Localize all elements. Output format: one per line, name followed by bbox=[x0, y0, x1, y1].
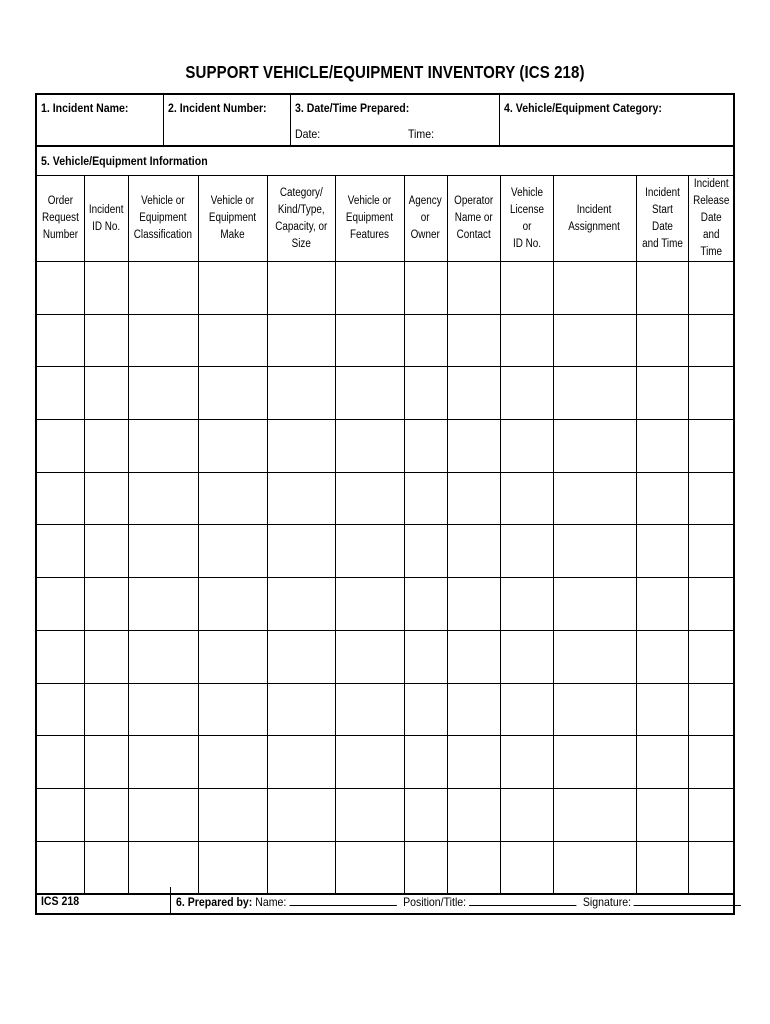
table-cell[interactable] bbox=[128, 841, 198, 894]
table-cell[interactable] bbox=[335, 525, 404, 578]
table-cell[interactable] bbox=[267, 262, 335, 315]
date-label: Date: bbox=[295, 127, 321, 141]
table-cell[interactable] bbox=[553, 736, 636, 789]
table-cell[interactable] bbox=[84, 314, 128, 367]
col-start-date: Incident Start Date and Time bbox=[636, 176, 688, 262]
table-cell[interactable] bbox=[84, 841, 128, 894]
datetime-prepared-label: 3. Date/Time Prepared: bbox=[295, 101, 410, 115]
table-cell[interactable] bbox=[37, 788, 84, 841]
table-row bbox=[37, 841, 733, 894]
table-cell[interactable] bbox=[198, 736, 267, 789]
table-cell[interactable] bbox=[553, 314, 636, 367]
table-cell[interactable] bbox=[335, 314, 404, 367]
table-cell[interactable] bbox=[128, 683, 198, 736]
table-cell[interactable] bbox=[447, 367, 500, 420]
position-title-field[interactable] bbox=[469, 894, 576, 906]
table-cell[interactable] bbox=[335, 683, 404, 736]
table-cell[interactable] bbox=[335, 472, 404, 525]
table-cell[interactable] bbox=[128, 525, 198, 578]
table-cell[interactable] bbox=[198, 841, 267, 894]
form-id: ICS 218 bbox=[41, 894, 80, 908]
table-cell[interactable] bbox=[128, 630, 198, 683]
table-cell[interactable] bbox=[404, 788, 447, 841]
prepared-by-cell bbox=[171, 887, 733, 913]
table-cell[interactable] bbox=[553, 525, 636, 578]
col-category-kind-type: Category/ Kind/Type, Capacity, or Size bbox=[267, 176, 335, 262]
col-make: Vehicle or Equipment Make bbox=[198, 176, 267, 262]
table-cell[interactable] bbox=[37, 314, 84, 367]
table-cell[interactable] bbox=[335, 630, 404, 683]
table-cell[interactable] bbox=[404, 525, 447, 578]
table-row bbox=[37, 262, 733, 315]
table-cell[interactable] bbox=[84, 367, 128, 420]
table-cell[interactable] bbox=[447, 262, 500, 315]
table-cell[interactable] bbox=[128, 736, 198, 789]
table-cell[interactable] bbox=[335, 841, 404, 894]
form-id-cell bbox=[37, 887, 171, 913]
col-operator: Operator Name or Contact bbox=[447, 176, 500, 262]
table-cell[interactable] bbox=[335, 367, 404, 420]
table-cell[interactable] bbox=[553, 420, 636, 473]
table-cell[interactable] bbox=[553, 262, 636, 315]
table-cell[interactable] bbox=[267, 578, 335, 631]
table-cell[interactable] bbox=[500, 736, 553, 789]
table-cell[interactable] bbox=[128, 262, 198, 315]
incident-name-label: 1. Incident Name: bbox=[41, 101, 129, 115]
incident-number-field[interactable] bbox=[164, 95, 291, 147]
table-cell[interactable] bbox=[688, 314, 733, 367]
table-cell[interactable] bbox=[267, 683, 335, 736]
table-cell[interactable] bbox=[636, 420, 688, 473]
table-cell[interactable] bbox=[636, 736, 688, 789]
table-cell[interactable] bbox=[37, 525, 84, 578]
table-cell[interactable] bbox=[636, 788, 688, 841]
table-cell[interactable] bbox=[267, 472, 335, 525]
datetime-prepared-field[interactable] bbox=[291, 95, 500, 147]
position-title-label: Position/Title: bbox=[403, 895, 467, 909]
table-cell[interactable] bbox=[198, 472, 267, 525]
table-cell[interactable] bbox=[447, 630, 500, 683]
table-cell[interactable] bbox=[404, 736, 447, 789]
table-cell[interactable] bbox=[128, 420, 198, 473]
table-cell[interactable] bbox=[404, 841, 447, 894]
col-license: Vehicle License or ID No. bbox=[500, 176, 553, 262]
table-row bbox=[37, 525, 733, 578]
incident-name-field[interactable] bbox=[37, 95, 164, 147]
table-cell[interactable] bbox=[267, 788, 335, 841]
table-cell[interactable] bbox=[404, 578, 447, 631]
table-cell[interactable] bbox=[267, 314, 335, 367]
table-cell[interactable] bbox=[404, 420, 447, 473]
table-cell[interactable] bbox=[84, 420, 128, 473]
table-cell[interactable] bbox=[636, 262, 688, 315]
table-row bbox=[37, 367, 733, 420]
table-cell[interactable] bbox=[198, 683, 267, 736]
table-cell[interactable] bbox=[636, 578, 688, 631]
table-cell[interactable] bbox=[553, 472, 636, 525]
table-cell[interactable] bbox=[267, 367, 335, 420]
table-cell[interactable] bbox=[500, 841, 553, 894]
col-assignment: Incident Assignment bbox=[553, 176, 636, 262]
col-incident-id: Incident ID No. bbox=[84, 176, 128, 262]
incident-number-label: 2. Incident Number: bbox=[168, 101, 267, 115]
table-cell[interactable] bbox=[198, 630, 267, 683]
section5-header bbox=[37, 147, 733, 176]
prepared-by-label: 6. Prepared by: bbox=[176, 895, 253, 909]
table-cell[interactable] bbox=[688, 841, 733, 894]
table-cell[interactable] bbox=[37, 841, 84, 894]
table-cell[interactable] bbox=[447, 736, 500, 789]
table-cell[interactable] bbox=[128, 788, 198, 841]
table-cell[interactable] bbox=[500, 630, 553, 683]
table-cell[interactable] bbox=[404, 262, 447, 315]
form-title: SUPPORT VEHICLE/EQUIPMENT INVENTORY (ICS 218) bbox=[185, 62, 585, 82]
table-cell[interactable] bbox=[500, 788, 553, 841]
table-cell[interactable] bbox=[447, 314, 500, 367]
table-cell[interactable] bbox=[267, 420, 335, 473]
table-row bbox=[37, 788, 733, 841]
table-cell[interactable] bbox=[37, 683, 84, 736]
name-label: Name: bbox=[255, 895, 287, 909]
table-cell[interactable] bbox=[500, 683, 553, 736]
table-row bbox=[37, 630, 733, 683]
table-cell[interactable] bbox=[404, 472, 447, 525]
table-cell[interactable] bbox=[553, 841, 636, 894]
table-cell[interactable] bbox=[404, 314, 447, 367]
table-cell[interactable] bbox=[688, 578, 733, 631]
table-cell[interactable] bbox=[84, 630, 128, 683]
table-cell[interactable] bbox=[688, 788, 733, 841]
table-cell[interactable] bbox=[636, 367, 688, 420]
ics218-form bbox=[35, 93, 735, 915]
table-cell[interactable] bbox=[198, 420, 267, 473]
table-cell[interactable] bbox=[500, 262, 553, 315]
table-cell[interactable] bbox=[37, 367, 84, 420]
table-cell[interactable] bbox=[636, 472, 688, 525]
table-cell[interactable] bbox=[37, 472, 84, 525]
table-cell[interactable] bbox=[447, 683, 500, 736]
table-cell[interactable] bbox=[128, 472, 198, 525]
table-cell[interactable] bbox=[84, 578, 128, 631]
table-cell[interactable] bbox=[198, 367, 267, 420]
table-cell[interactable] bbox=[267, 736, 335, 789]
table-cell[interactable] bbox=[688, 525, 733, 578]
table-cell[interactable] bbox=[84, 788, 128, 841]
table-cell[interactable] bbox=[636, 683, 688, 736]
table-cell[interactable] bbox=[688, 472, 733, 525]
table-cell[interactable] bbox=[267, 841, 335, 894]
table-cell[interactable] bbox=[500, 578, 553, 631]
table-cell[interactable] bbox=[553, 683, 636, 736]
form-header-row bbox=[37, 95, 733, 147]
table-cell[interactable] bbox=[84, 736, 128, 789]
table-row bbox=[37, 683, 733, 736]
table-cell[interactable] bbox=[500, 314, 553, 367]
table-cell[interactable] bbox=[447, 472, 500, 525]
table-cell[interactable] bbox=[128, 578, 198, 631]
table-cell[interactable] bbox=[688, 420, 733, 473]
table-cell[interactable] bbox=[37, 736, 84, 789]
table-cell[interactable] bbox=[37, 262, 84, 315]
col-classification: Vehicle or Equipment Classification bbox=[128, 176, 198, 262]
table-cell[interactable] bbox=[335, 788, 404, 841]
table-cell[interactable] bbox=[37, 578, 84, 631]
table-cell[interactable] bbox=[447, 578, 500, 631]
table-row bbox=[37, 472, 733, 525]
column-header-row bbox=[37, 176, 733, 262]
table-cell[interactable] bbox=[37, 420, 84, 473]
table-row bbox=[37, 314, 733, 367]
table-row bbox=[37, 578, 733, 631]
table-cell[interactable] bbox=[84, 683, 128, 736]
table-cell[interactable] bbox=[198, 525, 267, 578]
table-cell[interactable] bbox=[447, 420, 500, 473]
table-cell[interactable] bbox=[128, 367, 198, 420]
table-cell[interactable] bbox=[636, 525, 688, 578]
table-cell[interactable] bbox=[447, 788, 500, 841]
table-cell[interactable] bbox=[198, 314, 267, 367]
table-cell[interactable] bbox=[335, 420, 404, 473]
table-cell[interactable] bbox=[37, 630, 84, 683]
table-cell[interactable] bbox=[447, 525, 500, 578]
table-cell[interactable] bbox=[688, 683, 733, 736]
vehicle-category-field[interactable] bbox=[500, 95, 733, 147]
table-cell[interactable] bbox=[198, 262, 267, 315]
table-cell[interactable] bbox=[198, 788, 267, 841]
col-agency-owner: Agency or Owner bbox=[404, 176, 447, 262]
table-cell[interactable] bbox=[688, 262, 733, 315]
table-cell[interactable] bbox=[500, 367, 553, 420]
table-cell[interactable] bbox=[553, 788, 636, 841]
table-cell[interactable] bbox=[500, 525, 553, 578]
table-cell[interactable] bbox=[198, 578, 267, 631]
table-cell[interactable] bbox=[553, 578, 636, 631]
table-cell[interactable] bbox=[267, 630, 335, 683]
form-footer bbox=[37, 887, 733, 913]
table-cell[interactable] bbox=[636, 314, 688, 367]
table-cell[interactable] bbox=[84, 472, 128, 525]
col-features: Vehicle or Equipment Features bbox=[335, 176, 404, 262]
table-cell[interactable] bbox=[636, 630, 688, 683]
table-cell[interactable] bbox=[447, 841, 500, 894]
name-field[interactable] bbox=[289, 894, 396, 906]
table-cell[interactable] bbox=[335, 262, 404, 315]
table-cell[interactable] bbox=[128, 314, 198, 367]
table-cell[interactable] bbox=[84, 262, 128, 315]
table-cell[interactable] bbox=[688, 630, 733, 683]
table-cell[interactable] bbox=[636, 841, 688, 894]
table-cell[interactable] bbox=[404, 367, 447, 420]
vehicle-category-label: 4. Vehicle/Equipment Category: bbox=[504, 101, 662, 115]
section5-label: 5. Vehicle/Equipment Information bbox=[41, 154, 208, 168]
table-cell[interactable] bbox=[688, 367, 733, 420]
col-release-date: Incident Release Date and Time bbox=[688, 176, 733, 262]
table-cell[interactable] bbox=[84, 525, 128, 578]
table-cell[interactable] bbox=[335, 736, 404, 789]
table-cell[interactable] bbox=[404, 683, 447, 736]
time-label: Time: bbox=[408, 127, 435, 141]
table-cell[interactable] bbox=[553, 367, 636, 420]
signature-label: Signature: bbox=[582, 895, 632, 909]
table-cell[interactable] bbox=[688, 736, 733, 789]
table-cell[interactable] bbox=[553, 630, 636, 683]
table-cell[interactable] bbox=[404, 630, 447, 683]
col-order-request-number: Order Request Number bbox=[37, 176, 84, 262]
table-cell[interactable] bbox=[500, 420, 553, 473]
table-cell[interactable] bbox=[500, 472, 553, 525]
vehicle-equipment-table bbox=[37, 176, 733, 895]
table-row bbox=[37, 736, 733, 789]
table-cell[interactable] bbox=[335, 578, 404, 631]
table-row bbox=[37, 420, 733, 473]
table-cell[interactable] bbox=[267, 525, 335, 578]
signature-field[interactable] bbox=[634, 894, 741, 906]
